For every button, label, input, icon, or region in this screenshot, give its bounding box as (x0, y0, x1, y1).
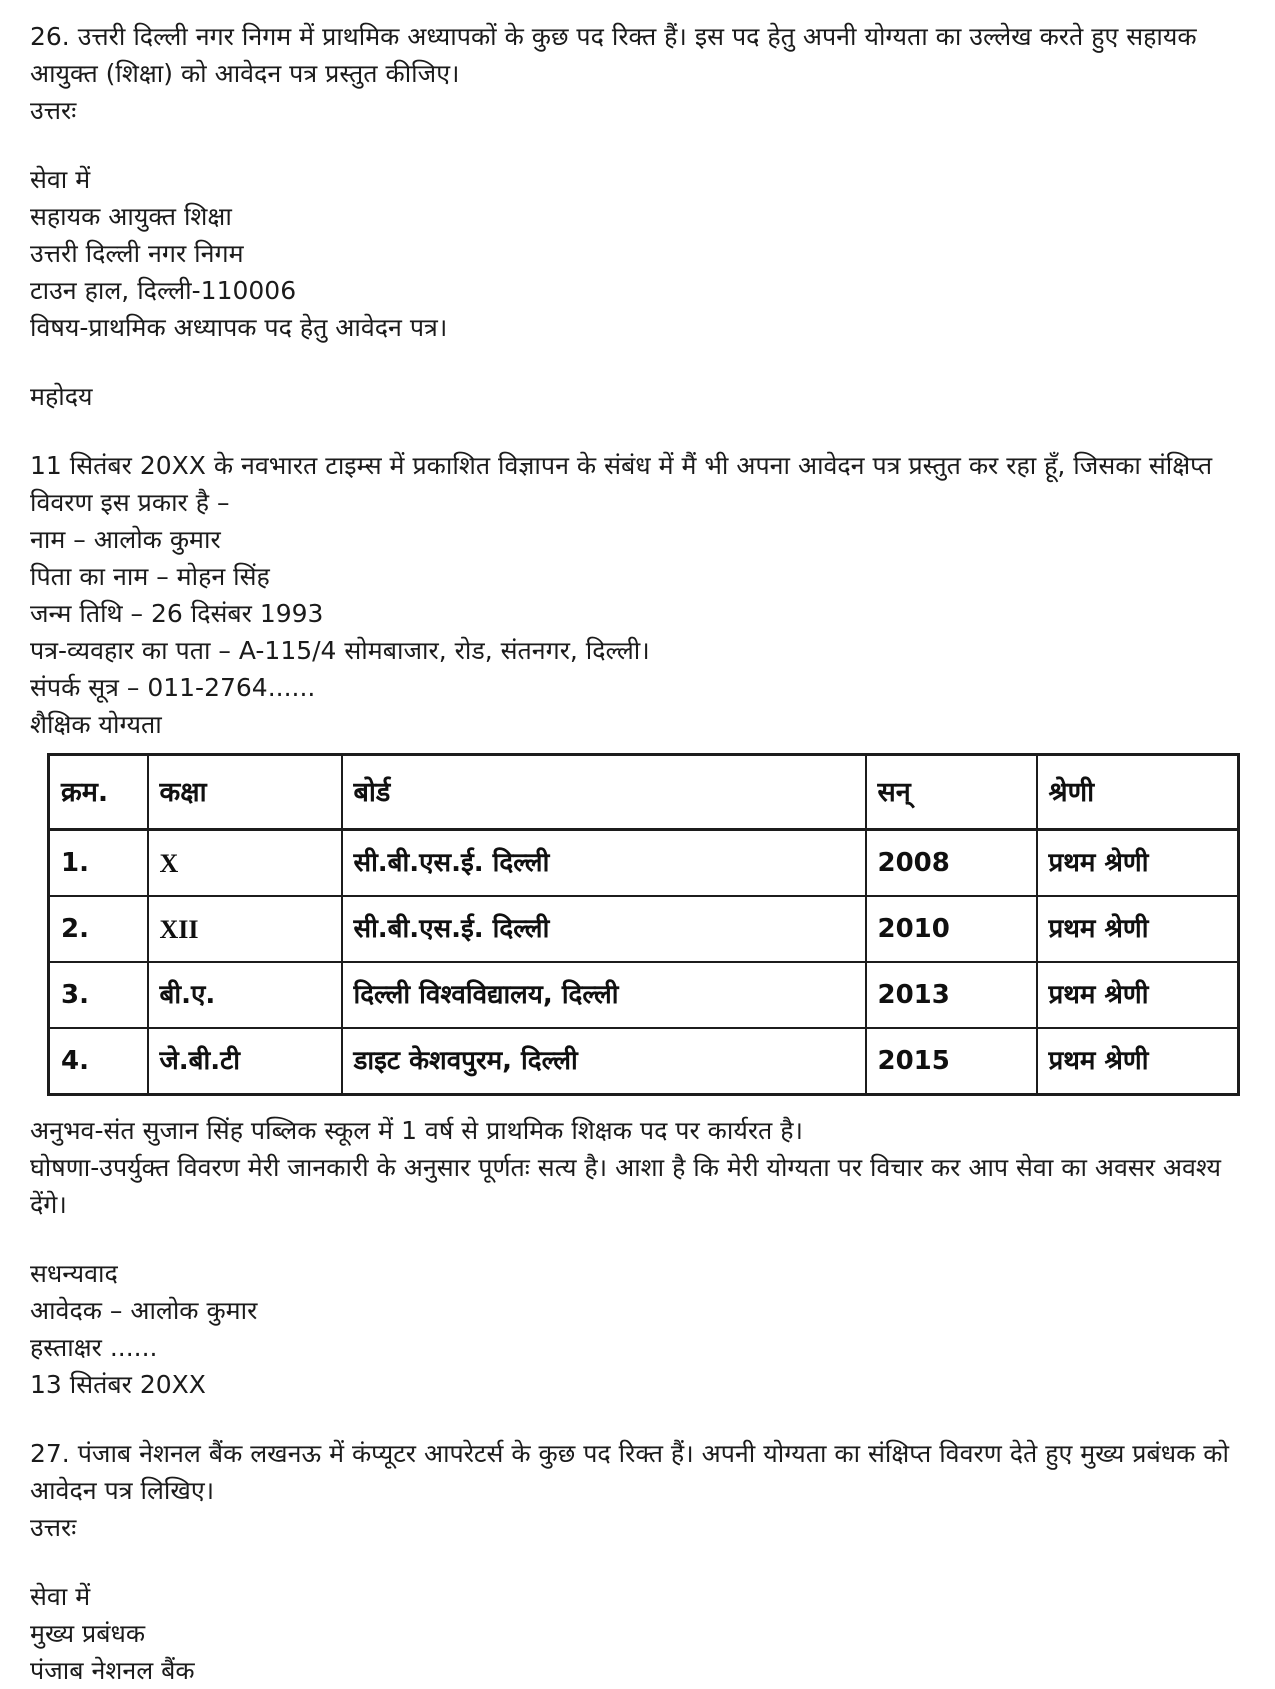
letter-to-line: पंजाब नेशनल बैंक (30, 1656, 195, 1685)
cell-year: 2010 (866, 896, 1037, 962)
cell-serial: 1. (49, 830, 148, 897)
table-row (49, 1028, 1239, 1095)
cell-grade: प्रथम श्रेणी (1037, 896, 1239, 962)
letter-subject-line: विषय-प्राथमिक अध्यापक पद हेतु आवेदन पत्र। (30, 313, 448, 342)
letter-salutation: महोदय (30, 382, 93, 411)
cell-serial: 3. (49, 962, 148, 1028)
letter-to-line: सेवा में (30, 1582, 91, 1611)
column-header-board: बोर्ड (342, 755, 866, 830)
cell-class: जे.बी.टी (148, 1028, 342, 1095)
cell-year: 2008 (866, 830, 1037, 897)
qualification-table-heading: शैक्षिक योग्यता (30, 710, 162, 739)
cell-year: 2013 (866, 962, 1037, 1028)
letter-to-line: मुख्य प्रबंधक (30, 1619, 146, 1648)
question-27-section (30, 1435, 1245, 1689)
closing-line: आवेदक – आलोक कुमार (30, 1296, 258, 1325)
question-27-prompt: 27. पंजाब नेशनल बैंक लखनऊ में कंप्यूटर आपरेटर्स के कुछ पद रिक्त हैं। अपनी योग्यता का संक्षिप्त विवरण देते हुए मुख्य प्रबंधक को आवेदन पत्र लिखिए। (30, 1439, 1229, 1505)
cell-class: X (148, 830, 342, 897)
cell-board: दिल्ली विश्वविद्यालय, दिल्ली (342, 962, 866, 1028)
closing-line: हस्ताक्षर ...... (30, 1333, 158, 1362)
letter-to-line: टाउन हाल, दिल्ली-110006 (30, 276, 297, 305)
table-row (49, 962, 1239, 1028)
cell-board: सी.बी.एस.ई. दिल्ली (342, 830, 866, 897)
cell-board: डाइट केशवपुरम, दिल्ली (342, 1028, 866, 1095)
cell-board: सी.बी.एस.ई. दिल्ली (342, 896, 866, 962)
question-26-prompt: 26. उत्तरी दिल्ली नगर निगम में प्राथमिक अध्यापकों के कुछ पद रिक्त हैं। इस पद हेतु अपनी योग्यता का उल्लेख करते हुए सहायक आयुक्त (शिक्षा) को आवेदन पत्र प्रस्तुत कीजिए। (30, 22, 1197, 88)
table-row (49, 896, 1239, 962)
question-27-answer-label: उत्तरः (30, 1513, 77, 1542)
applicant-detail-line: पत्र-व्यवहार का पता – A-115/4 सोमबाजार, रोड, संतनगर, दिल्ली। (30, 636, 650, 665)
cell-grade: प्रथम श्रेणी (1037, 962, 1239, 1028)
column-header-serial: क्रम. (49, 755, 148, 830)
letter-to-line: सहायक आयुक्त शिक्षा (30, 202, 232, 231)
experience-line: अनुभव-संत सुजान सिंह पब्लिक स्कूल में 1 वर्ष से प्राथमिक शिक्षक पद पर कार्यरत है। (30, 1116, 804, 1145)
cell-year: 2015 (866, 1028, 1037, 1095)
table-row (49, 830, 1239, 897)
question-26-answer-label: उत्तरः (30, 96, 77, 125)
table-header-row (49, 755, 1239, 830)
cell-grade: प्रथम श्रेणी (1037, 830, 1239, 897)
letter-intro: 11 सितंबर 20XX के नवभारत टाइम्स में प्रकाशित विज्ञापन के संबंध में मैं भी अपना आवेदन पत्र प्रस्तुत कर रहा हूँ, जिसका संक्षिप्त विवरण इस प्रकार है – (30, 451, 1213, 517)
applicant-detail-line: संपर्क सूत्र – 011-2764...... (30, 673, 316, 702)
cell-serial: 4. (49, 1028, 148, 1095)
cell-grade: प्रथम श्रेणी (1037, 1028, 1239, 1095)
cell-class: बी.ए. (148, 962, 342, 1028)
letter-to-line: उत्तरी दिल्ली नगर निगम (30, 239, 244, 268)
column-header-grade: श्रेणी (1037, 755, 1239, 830)
applicant-detail-line: पिता का नाम – मोहन सिंह (30, 562, 270, 591)
letter-to-line: सेवा में (30, 165, 91, 194)
closing-line: सधन्यवाद (30, 1259, 118, 1288)
cell-class: XII (148, 896, 342, 962)
applicant-detail-line: जन्म तिथि – 26 दिसंबर 1993 (30, 599, 324, 628)
question-26-section (30, 18, 1245, 1403)
column-header-year: सन् (866, 755, 1037, 830)
declaration-line: घोषणा-उपर्युक्त विवरण मेरी जानकारी के अनुसार पूर्णतः सत्य है। आशा है कि मेरी योग्यता पर विचार कर आप सेवा का अवसर अवश्य देंगे। (30, 1153, 1222, 1219)
cell-serial: 2. (49, 896, 148, 962)
column-header-class: कक्षा (148, 755, 342, 830)
applicant-detail-line: नाम – आलोक कुमार (30, 525, 221, 554)
closing-line: 13 सितंबर 20XX (30, 1370, 206, 1399)
qualification-table (47, 753, 1240, 1096)
